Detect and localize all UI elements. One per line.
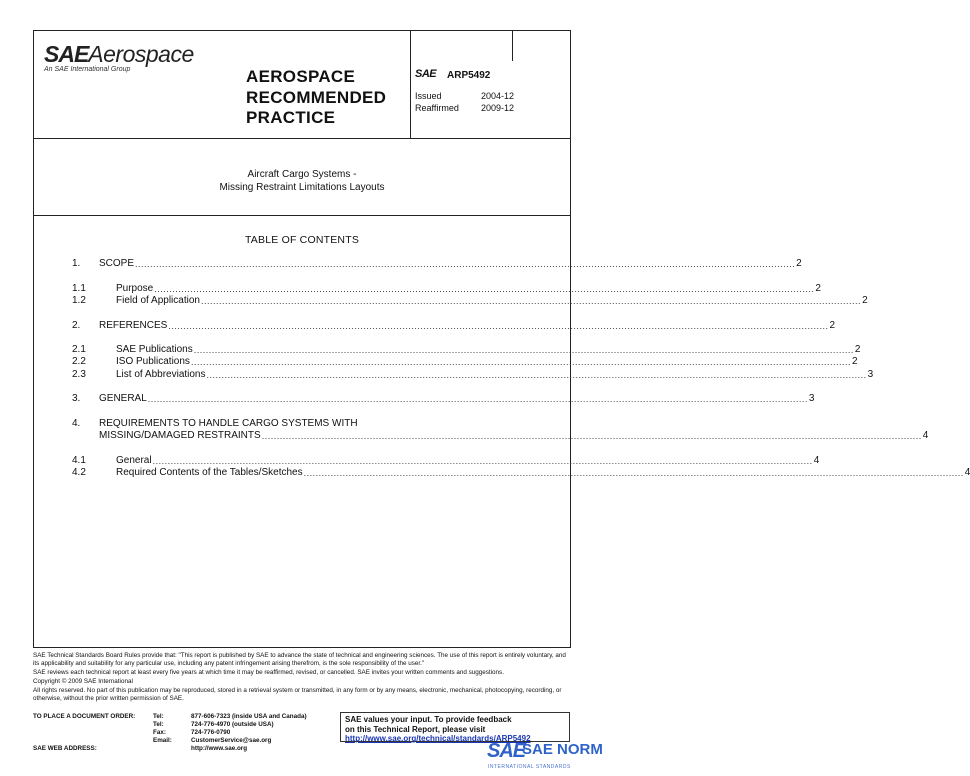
toc-entry-title: ISO Publications	[116, 356, 190, 367]
doc-type-line-3: PRACTICE	[246, 108, 336, 127]
feedback-link[interactable]: http://www.sae.org/technical/standards/ARP5492	[345, 734, 531, 743]
reaffirmed-value: 2009-12	[481, 103, 515, 113]
toc-entry-number: 4.2	[72, 467, 86, 478]
contact-key: Fax:	[153, 729, 166, 736]
toc-entry-page: 4	[922, 430, 929, 441]
doc-type-line-2: RECOMMENDED	[246, 87, 387, 107]
web-label: SAE WEB ADDRESS:	[33, 745, 97, 752]
toc-entry-page: 2	[862, 295, 868, 306]
toc-entry-number: 1.	[72, 258, 81, 269]
feedback-line-1: SAE values your input. To provide feedback	[345, 715, 512, 724]
toc-entry-title: Purpose	[116, 283, 154, 294]
toc-entry-number: 1.1	[72, 283, 86, 294]
toc-entry-title: Field of Application	[116, 295, 200, 306]
header-vertical-divider	[410, 31, 411, 138]
toc-entry-title-continued: MISSING/DAMAGED RESTRAINTS	[99, 430, 261, 441]
issued-row	[415, 91, 514, 101]
toc-entry-page: 2	[854, 344, 861, 355]
toc-entry-number: 1.2	[72, 295, 86, 306]
toc-entry-title: REQUIREMENTS TO HANDLE CARGO SYSTEMS WITH	[99, 418, 358, 429]
toc-entry-title: Required Contents of the Tables/Sketches	[116, 467, 303, 478]
toc-entry-title: List of Abbreviations	[116, 369, 206, 380]
toc-entry-number: 2.2	[72, 356, 86, 367]
contact-phone-international[interactable]: 724-776-4970 (outside USA)	[191, 721, 274, 728]
issued-value: 2004-12	[481, 91, 515, 101]
contact-key: Email:	[153, 737, 172, 744]
header-divider	[34, 138, 570, 139]
toc-entry-number: 4.1	[72, 455, 86, 466]
toc-entry-number: 2.1	[72, 344, 86, 355]
toc-entry-number: 3.	[72, 393, 81, 404]
title-line-1: Aircraft Cargo Systems -	[247, 169, 357, 180]
document-type	[246, 67, 386, 129]
toc-entry-page: 2	[829, 320, 836, 331]
doc-type-line-1: AEROSPACE	[246, 67, 356, 86]
logo-brand-rest: Aerospace	[88, 41, 194, 67]
contact-fax: 724-776-0790	[191, 729, 231, 736]
header-small-divider	[512, 31, 513, 61]
toc-entry-page: 2	[796, 258, 802, 269]
contact-email-link[interactable]: CustomerService@sae.org	[191, 737, 272, 744]
legal-paragraph-1: SAE Technical Standards Board Rules provide that: "This report is published by SAE to advance the state of technical and engineering sciences. The use of this report is entirely voluntary, and its applicability and suitability for any particular use, including any patent infringement arising therefrom, is the sole responsibility of the user."	[33, 652, 566, 667]
logo-tagline: An SAE International Group	[44, 66, 131, 73]
legal-notice	[33, 652, 571, 704]
title-divider	[34, 215, 570, 216]
toc-entry-number: 2.3	[72, 369, 86, 380]
watermark-sae: SAE	[487, 740, 526, 762]
toc-entry-page: 2	[852, 356, 858, 367]
contact-key: Tel:	[153, 721, 164, 728]
toc-entry-page: 2	[815, 283, 821, 294]
order-label: TO PLACE A DOCUMENT ORDER:	[33, 713, 136, 720]
toc-entry-page: 4	[964, 467, 970, 478]
reaffirmed-row	[415, 103, 514, 113]
sae-aerospace-logo	[44, 41, 214, 73]
toc-entry-title: SCOPE	[99, 258, 135, 269]
toc-entry-number: 4.	[72, 418, 81, 429]
contact-key: Tel:	[153, 713, 164, 720]
toc-entry-title: REFERENCES	[99, 320, 168, 331]
legal-paragraph-4: All rights reserved. No part of this publication may be reproduced, stored in a retrieval system or transmitted, in any form or by any means, electronic, mechanical, photocopying, recording, or otherwise, without the prior written permission of SAE.	[33, 687, 562, 702]
logo-brand-bold: SAE	[44, 41, 89, 67]
document-number: ARP5492	[447, 70, 491, 81]
document-title	[34, 168, 570, 194]
toc-entry-number: 2.	[72, 320, 81, 331]
contact-phone-domestic[interactable]: 877-606-7323 (inside USA and Canada)	[191, 713, 307, 720]
watermark-norm: SAE NORM	[522, 741, 603, 758]
watermark-subtitle: INTERNATIONAL STANDARDS	[488, 764, 571, 770]
title-line-2: Missing Restraint Limitations Layouts	[219, 182, 385, 193]
sae-norm-watermark	[484, 738, 603, 776]
toc-heading: TABLE OF CONTENTS	[244, 234, 360, 246]
document-frame: SAEAerospace An SAE International Group AEROSPACE RECOMMENDED PRACTICE SAE ARP5492 Issued 2004-12 Reaffirmed 2009-12 Aircraft Cargo Systems - Missing Restraint Limitations Layouts TABLE OF CONTENTS 1. SCOPE ............................................................................................................................................................................................................................ 2 1.1 Purpose ............................................................................................................................................................................................................................ 2 1.2 Field of Application ............................................................................................................................................................................................................................ 2 2. REFERENCES ............................................................................................................................................................................................................................ 2 2.1 SAE Publications ............................................................................................................................................................................................................................ 2 2.2 ISO Publications ............................................................................................................................................................................................................................ 2 2.3 List of Abbreviations ............................................................................................................................................................................................................................ 3 3. GENERAL ............................................................................................................................................................................................................................ 3 4. REQUIREMENTS TO HANDLE CARGO SYSTEMS WITH MISSING/DAMAGED RESTRAINTS ............................................................................................................................................................................................................................ 4 4.1 General ............................................................................................................................................................................................................................ 4 4.2 Required Contents of the Tables/Sketches ............................................................................................................................................................................................................................ 4	[33, 30, 571, 648]
reaffirmed-label: Reaffirmed	[415, 103, 459, 113]
sae-mark-logo: SAE	[415, 68, 437, 80]
toc-entry-title: GENERAL	[99, 393, 147, 404]
toc-entry-title: General	[116, 455, 152, 466]
copyright: Copyright © 2009 SAE International	[33, 678, 133, 685]
toc-entry-title: SAE Publications	[116, 344, 193, 355]
toc-entry-page: 4	[813, 455, 820, 466]
issued-label: Issued	[415, 91, 442, 101]
toc-entry-page: 3	[867, 369, 874, 380]
toc-entry-page: 3	[808, 393, 815, 404]
legal-paragraph-2: SAE reviews each technical report at least every five years at which time it may be reaffirmed, revised, or cancelled. SAE invites your written comments and suggestions.	[33, 669, 504, 676]
web-address-link[interactable]: http://www.sae.org	[191, 745, 248, 752]
feedback-line-2: on this Technical Report, please visit	[345, 724, 486, 734]
